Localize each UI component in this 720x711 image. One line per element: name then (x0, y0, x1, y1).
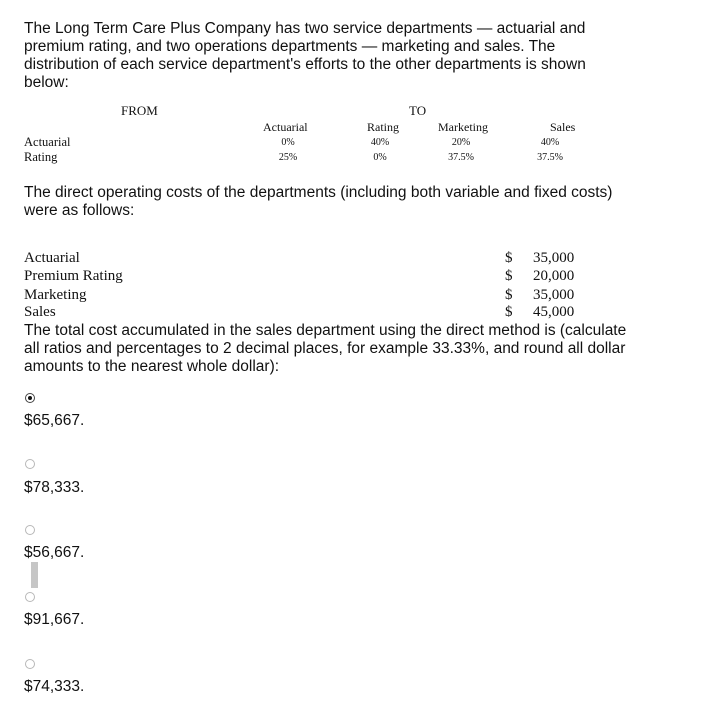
focus-indicator-bar (31, 562, 38, 588)
intro-line: below: (24, 74, 69, 91)
radio-button[interactable] (25, 525, 35, 535)
row-label: Rating (24, 150, 58, 164)
option-label[interactable]: $56,667. (24, 544, 85, 561)
intro-line: The Long Term Care Plus Company has two service departments — actuarial and (24, 20, 586, 37)
table-cell: 37.5% (448, 152, 474, 163)
direct-costs-intro-line: were as follows: (24, 202, 135, 219)
radio-button[interactable] (25, 592, 35, 602)
option-label[interactable]: $78,333. (24, 479, 85, 496)
option-label[interactable]: $65,667. (24, 412, 85, 429)
to-header: TO (409, 103, 427, 118)
option-label[interactable]: $74,333. (24, 678, 85, 695)
table-cell: 40% (370, 137, 390, 148)
cost-label: Premium Rating (24, 268, 123, 284)
table-cell: 37.5% (537, 152, 563, 163)
question-line: The total cost accumulated in the sales department using the direct method is (calculate (24, 322, 627, 339)
cost-amount: 45,000 (533, 304, 575, 320)
cost-currency: $ (505, 304, 513, 320)
cost-amount: 35,000 (533, 287, 575, 303)
from-header: FROM (121, 103, 158, 118)
table-cell: 0% (373, 152, 387, 163)
direct-costs-intro (24, 184, 674, 220)
cost-currency: $ (505, 250, 513, 266)
radio-button-selected[interactable] (25, 393, 35, 403)
cost-amount: 20,000 (533, 268, 575, 284)
table-cell: 25% (278, 152, 298, 163)
table-cell: 20% (451, 137, 471, 148)
question-line: all ratios and percentages to 2 decimal places, for example 33.33%, and round all dollar (24, 340, 626, 357)
radio-button[interactable] (25, 659, 35, 669)
cost-currency: $ (505, 287, 513, 303)
cost-amount: 35,000 (533, 250, 575, 266)
cost-label: Marketing (24, 287, 87, 303)
column-header: Actuarial (263, 120, 308, 134)
column-header: Marketing (438, 120, 488, 134)
question-line: amounts to the nearest whole dollar): (24, 358, 280, 375)
intro-line: premium rating, and two operations departments — marketing and sales. The (24, 38, 556, 55)
option-label[interactable]: $91,667. (24, 611, 85, 628)
cost-label: Actuarial (24, 250, 80, 266)
intro-paragraph (24, 20, 674, 92)
column-header: Rating (367, 120, 399, 134)
intro-line: distribution of each service department's efforts to the other departments is shown (24, 56, 586, 73)
table-cell: 40% (540, 137, 560, 148)
radio-button[interactable] (25, 459, 35, 469)
cost-label: Sales (24, 304, 56, 320)
cost-currency: $ (505, 268, 513, 284)
question-text (24, 322, 674, 376)
direct-costs-intro-line: The direct operating costs of the departments (including both variable and fixed costs) (24, 184, 613, 201)
table-cell: 0% (281, 137, 295, 148)
row-label: Actuarial (24, 135, 71, 149)
column-header: Sales (550, 120, 576, 134)
